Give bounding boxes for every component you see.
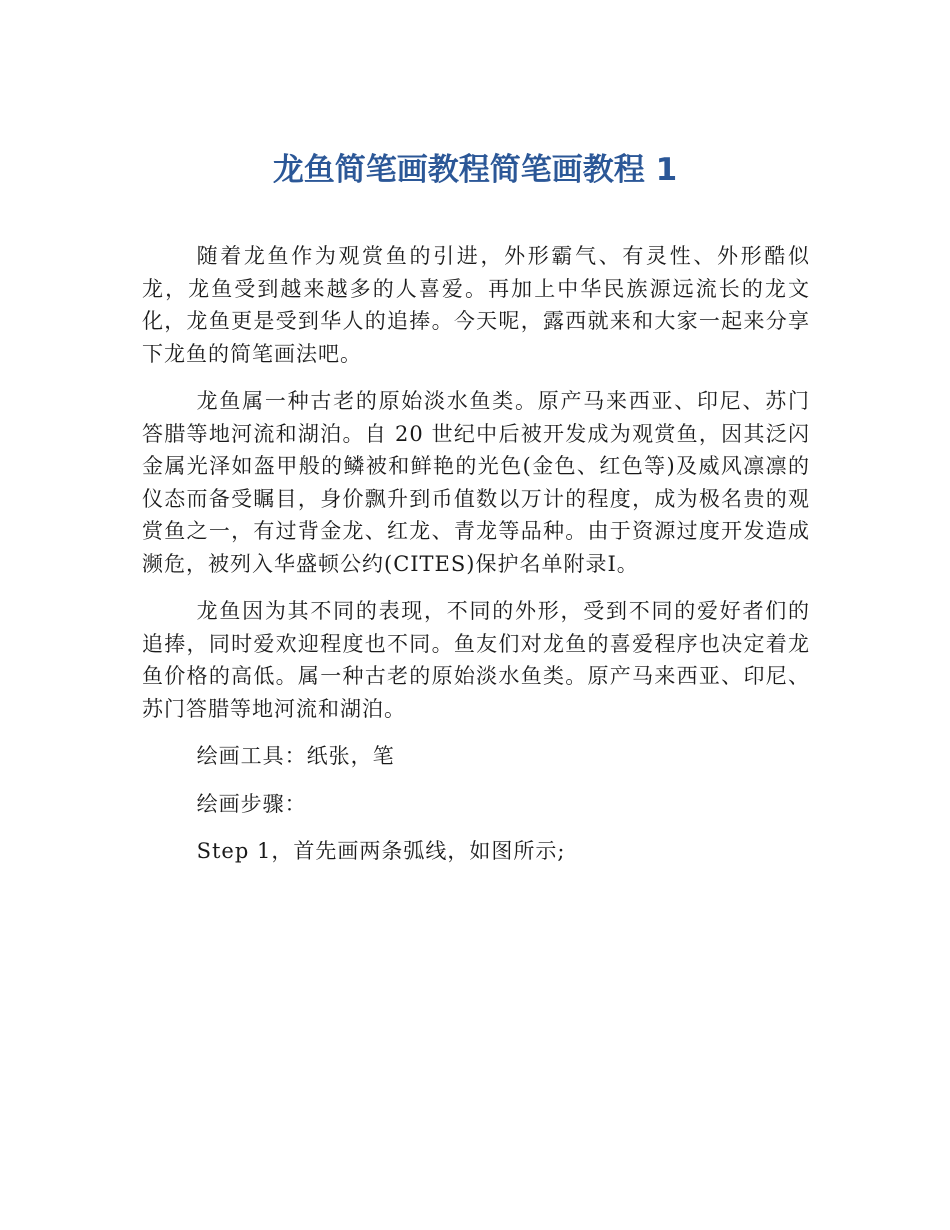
paragraph-intro: 随着龙鱼作为观赏鱼的引进，外形霸气、有灵性、外形酷似龙，龙鱼受到越来越多的人喜爱。再加上中华民族源远流长的龙文化，龙鱼更是受到华人的追捧。今天呢，露西就来和大家一起来分享下龙鱼的简笔画法吧。: [142, 244, 810, 366]
document-body: [142, 240, 810, 883]
paragraph-description: 龙鱼属一种古老的原始淡水鱼类。原产马来西亚、印尼、苏门答腊等地河流和湖泊。自 20 世纪中后被开发成为观赏鱼，因其泛闪金属光泽如盔甲般的鳞被和鲜艳的光色(金色、红色等)及威风凛凛的仪态而备受瞩目，身价飘升到币值数以万计的程度，成为极名贵的观赏鱼之一，有过背金龙、红龙、青龙等品种。由于资源过度开发造成濒危，被列入华盛顿公约(CITES)保护名单附录Ⅰ。: [142, 389, 810, 576]
paragraph-step-1: Step 1，首先画两条弧线，如图所示;: [196, 839, 566, 863]
paragraph-popularity: 龙鱼因为其不同的表现，不同的外形，受到不同的爱好者们的追捧，同时爱欢迎程度也不同。鱼友们对龙鱼的喜爱程序也决定着龙鱼价格的高低。属一种古老的原始淡水鱼类。原产马来西亚、印尼、苏门答腊等地河流和湖泊。: [142, 599, 810, 721]
paragraph-tools: 绘画工具：纸张，笔: [196, 744, 395, 768]
document-title: 龙鱼简笔画教程简笔画教程 1: [272, 152, 678, 188]
paragraph-steps-heading: 绘画步骤：: [196, 791, 307, 816]
